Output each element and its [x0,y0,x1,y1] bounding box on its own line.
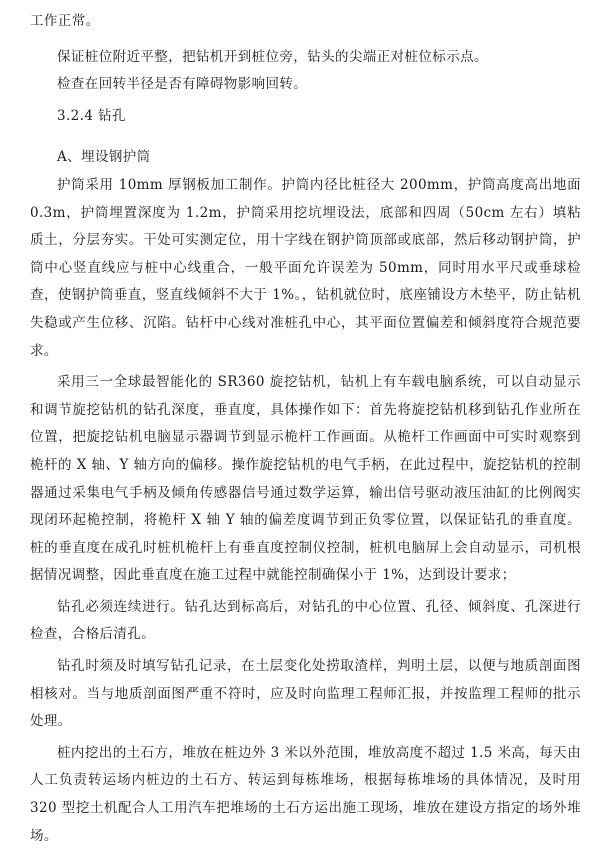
text-line-check-radius: 检查在回转半径是否有障碍物影响回转。 [57,76,308,93]
paragraph-rotary-rig: 采用三一全球最智能化的 SR360 旋挖钻机，钻机上有车载电脑系统，可以自动显示和调节旋挖钻机的钻孔深度，垂直度，具体操作如下：首先将旋挖钻机移到钻孔作业所在位置，把旋挖钻机电脑显示器调节到显示桅杆工作画面。从桅杆工作画面中可实时观察到桅杆的 X 轴、Y 轴方向的偏移。操作旋挖钻机的电气手柄，在此过程中，旋挖钻机的控制器通过采集电气手柄及倾角传感器信号通过数学运算，输出信号驱动液压油缸的比例阀实现闭环起桅控制，将桅杆 X 轴 Y 轴的偏差度调节到正负零位置，以保证钻孔的垂直度。桩的垂直度在成孔时桩机桅杆上有垂直度控制仪控制，桩机电脑屏上会自动显示，司机根据情况调整，因此垂直度在施工过程中就能控制确保小于 1%，达到设计要求； [30,374,581,584]
text-line-level-ground: 保证桩位附近平整，把钻机开到桩位旁，钻头的尖端正对桩位标示点。 [57,48,488,65]
subsection-heading: A、埋设钢护筒 [57,149,151,166]
paragraph-drilling-record: 钻孔时须及时填写钻孔记录，在土层变化处捞取渣样，判明土层，以便与地质剖面图相核对。当与地质剖面图严重不符时，应及时向监理工程师汇报，并按监理工程师的批示处理。 [30,658,581,730]
paragraph-casing: 护筒采用 10mm 厚钢板加工制作。护筒内径比桩径大 200mm，护筒高度高出地面 0.3m，护筒埋置深度为 1.2m，护筒采用挖坑埋设法，底部和四周（50cm 左右）填粘质土，分层夯实。干处可实测定位，用十字线在钢护筒顶部或底部，然后移动钢护筒，护筒中心竖直线应与桩中心线重合，一般平面允许误差为 50mm，同时用水平尺或垂球检查，使钢护筒垂直，竖直线倾斜不大于 1%。，钻机就位时，底座铺设方木垫平，防止钻机失稳或产生位移、沉陷。钻杆中心线对准桩孔中心，其平面位置偏差和倾斜度符合规范要求。 [30,176,581,359]
paragraph-earthwork: 桩内挖出的土石方，堆放在桩边外 3 米以外范围，堆放高度不超过 1.5 米高，每天由人工负责转运场内桩边的土石方、转运到每栋堆场，根据每栋堆场的具体情况，及时用 320 型挖土机配合人工用汽车把堆场的土石方运出施工现场，堆放在建设方指定的场外堆场。 [30,744,581,844]
paragraph-continuous-drilling: 钻孔必须连续进行。钻孔达到标高后，对钻孔的中心位置、孔径、倾斜度、孔深进行检查，合格后清孔。 [30,598,581,643]
section-heading: 3.2.4 钻孔 [57,107,126,124]
text-line-continuation: 工作正常。 [30,13,100,29]
